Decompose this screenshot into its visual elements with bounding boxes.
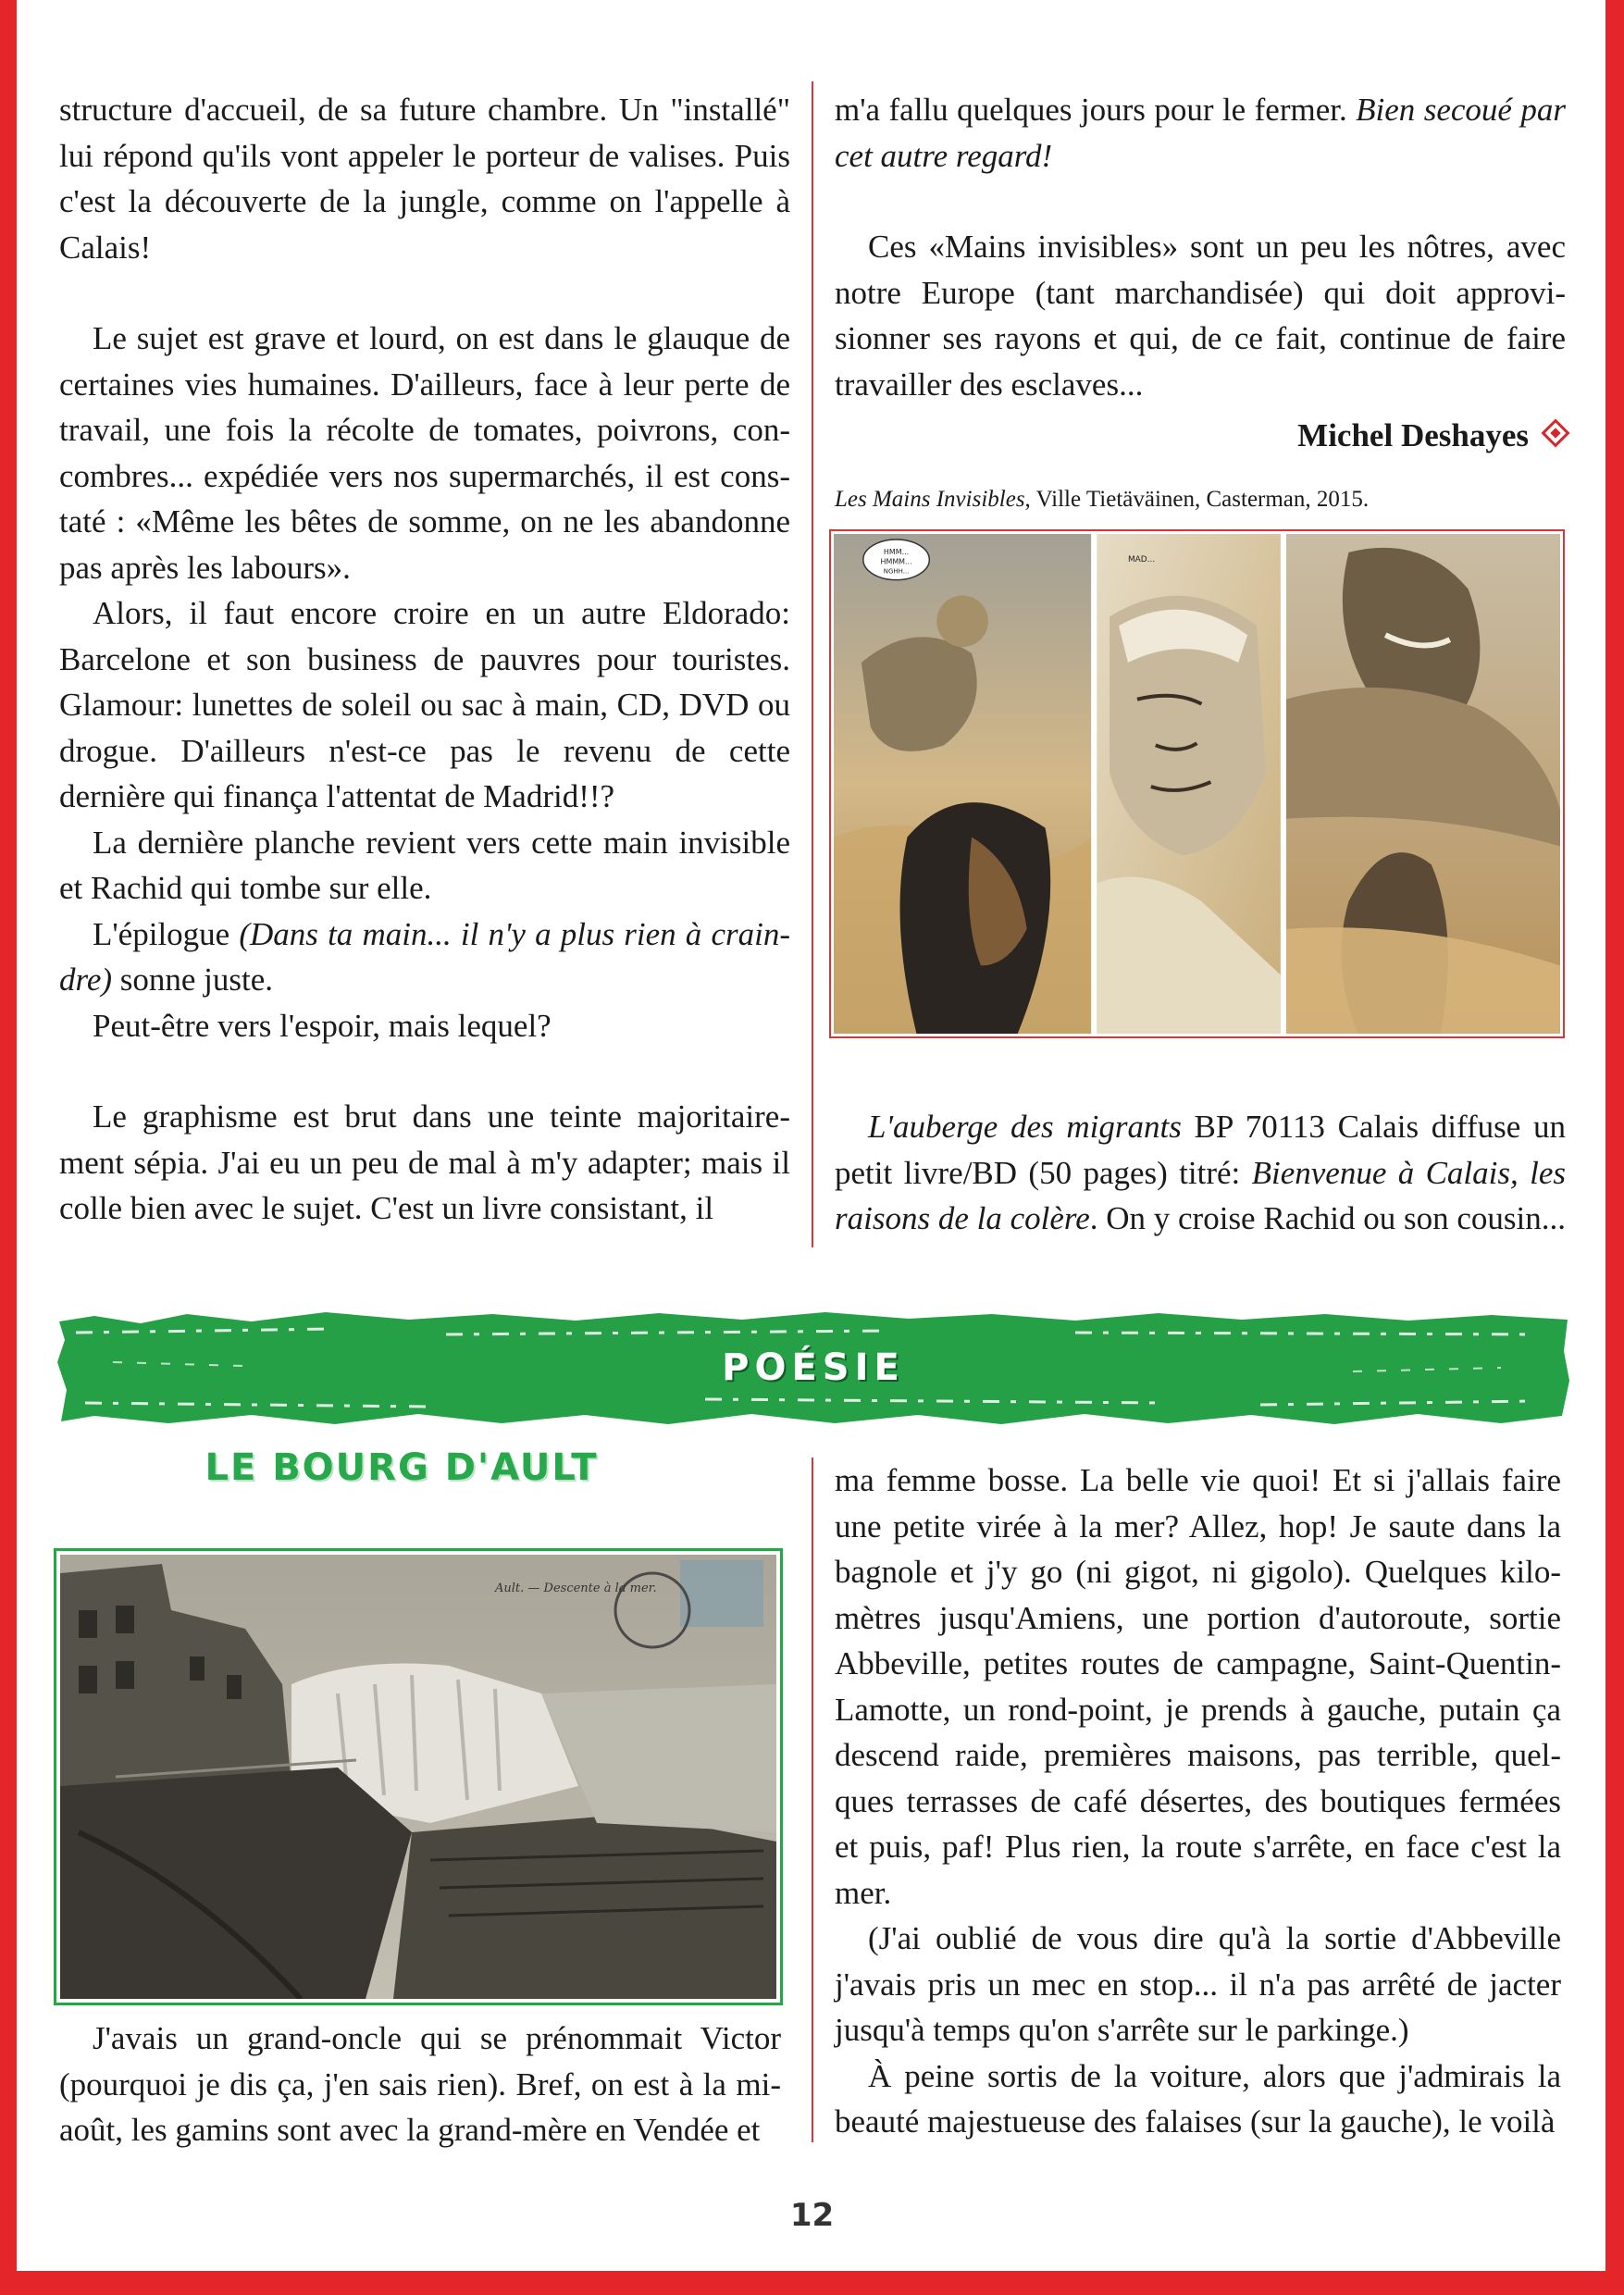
page-frame-right [1605, 0, 1624, 2295]
paragraph: Peut-être vers l'espoir, mais lequel? [93, 1007, 552, 1044]
text: sonne juste. [112, 961, 274, 998]
postcard-caption: Ault. — Descente à la mer. [495, 1582, 657, 1595]
book-details: , Ville Tietäväinen, Casterman, 2015. [1024, 486, 1370, 512]
postcard-illustration [60, 1555, 776, 1999]
svg-text:HMM...: HMM... [883, 547, 910, 556]
postcard-photo [54, 1548, 783, 2005]
diamond-icon [1541, 418, 1569, 447]
text: L'épilogue [93, 915, 240, 952]
italic-text: Bienvenue à Calais, les raisons de la colère [835, 1154, 1566, 1236]
paragraph: ma femme bosse. La belle vie quoi! Et si j'allais faire une petite virée à la mer? Allez, hop! Je saute dans la bagnole et j'y go (ni gigot, ni gigolo). Quelques kilomètres jusqu'Amiens, une portion d'autoroute, sortie Abbeville, petites routes de campagne, Saint-Quentin-Lamotte, un rond-point, je prends à gauche, putain ça descend raide, premières maisons, pas terrible, quelques terrasses de café désertes, des boutiques fermées et puis, paf! Plus rien, la route s'arrête, en face c'est la mer. [835, 1462, 1561, 1911]
italic-text: Bien secoué par cet autre regard! [835, 92, 1567, 174]
paragraph: structure d'accueil, de sa future chambre. Un "installé" lui répond qu'ils vont appeler le porteur de valises. Puis c'est la découverte de la jungle, comme on l'appelle à Calais! [59, 92, 790, 266]
italic-text: L'auberge des migrants [868, 1109, 1182, 1145]
poem-title: LE BOURG D'AULT [205, 1446, 599, 1489]
paragraph [835, 1104, 1566, 1242]
comic-panels-image [829, 529, 1565, 1038]
text: m'a fallu quelques jours pour le fermer. [835, 92, 1357, 128]
author-signature [835, 413, 1566, 459]
paragraph: La dernière planche revient vers cette main invisible et Rachid qui tombe sur elle. [59, 824, 790, 906]
section-label: POÉSIE [722, 1346, 905, 1389]
column-divider [812, 81, 813, 1247]
page-number: 12 [789, 2197, 835, 2234]
column-divider [812, 1458, 813, 2142]
page-frame-left [0, 0, 17, 2295]
section-banner [57, 1307, 1569, 1429]
comic-illustration [834, 534, 1560, 1034]
text: BP 70113 Calais diffuse un petit livre/BD (50 pages) titré: [835, 1109, 1566, 1191]
book-title: Les Mains Invisibles [835, 486, 1025, 512]
svg-text:NGHH...: NGHH... [883, 567, 910, 576]
svg-text:MAD...: MAD... [1127, 554, 1156, 564]
paragraph: Ces «Mains invisibles» sont un peu les nôtres, avec notre Europe (tant marchandisée) qui doit approvisionner ses rayons et qui, de ce fait, continue de faire travailler des esclaves... [835, 229, 1566, 403]
text: . On y croise Rachid ou son cousin... [1089, 1200, 1566, 1236]
page-frame-bottom [0, 2271, 1624, 2295]
paragraph: Le graphisme est brut dans une teinte majoritairement sépia. J'ai eu un peu de mal à m'y adapter; mais il colle bien avec le sujet. C'est un livre consistant, il [59, 1098, 790, 1226]
auberge-note [835, 1104, 1566, 1242]
article-column-left [59, 87, 790, 1232]
paragraph: (J'ai oublié de vous dire qu'à la sortie d'Abbeville j'avais pris un mec en stop... il n'a pas arrêté de jacter jusqu'à temps qu'on s'arrête sur le parkinge.) [835, 1920, 1561, 2048]
author-name: Michel Deshayes [1297, 417, 1529, 453]
paragraph [835, 87, 1566, 179]
paragraph: Le sujet est grave et lourd, on est dans le glauque de certaines vies humaines. D'ailleurs, face à leur perte de travail, une fois la récolte de tomates, poivrons, concombres... expédiée vers nos supermarchés, il est constaté : «Même les bêtes de somme, on ne les abandonne pas après les labours». [59, 320, 790, 586]
paragraph-epilogue [59, 912, 790, 1003]
paragraph: À peine sortis de la voiture, alors que j'admirais la beauté majestueuse des falaises (sur la gauche), le voilà [835, 2057, 1561, 2140]
article-column-right [835, 87, 1566, 515]
poem-column-right [835, 1458, 1561, 2145]
book-caption [835, 485, 1566, 515]
paragraph: Alors, il faut encore croire en un autre Eldorado: Barcelone et son business de pauvres pour touristes. Glamour: lunettes de soleil ou sac à main, CD, DVD ou drogue. D'ailleurs n'est-ce pas le revenu de cette dernière qui finança l'attentat de Madrid!!? [59, 595, 790, 814]
poem-column-left [59, 2016, 781, 2153]
italic-text: (Dans ta main... il n'y a plus rien à craindre) [59, 915, 790, 998]
svg-text:HMMM...: HMMM... [880, 557, 912, 566]
paragraph: J'avais un grand-oncle qui se prénommait Victor (pourquoi je dis ça, j'en sais rien). Bref, on est à la miaoût, les gamins sont avec la grand-mère en Vendée et [59, 2020, 781, 2148]
